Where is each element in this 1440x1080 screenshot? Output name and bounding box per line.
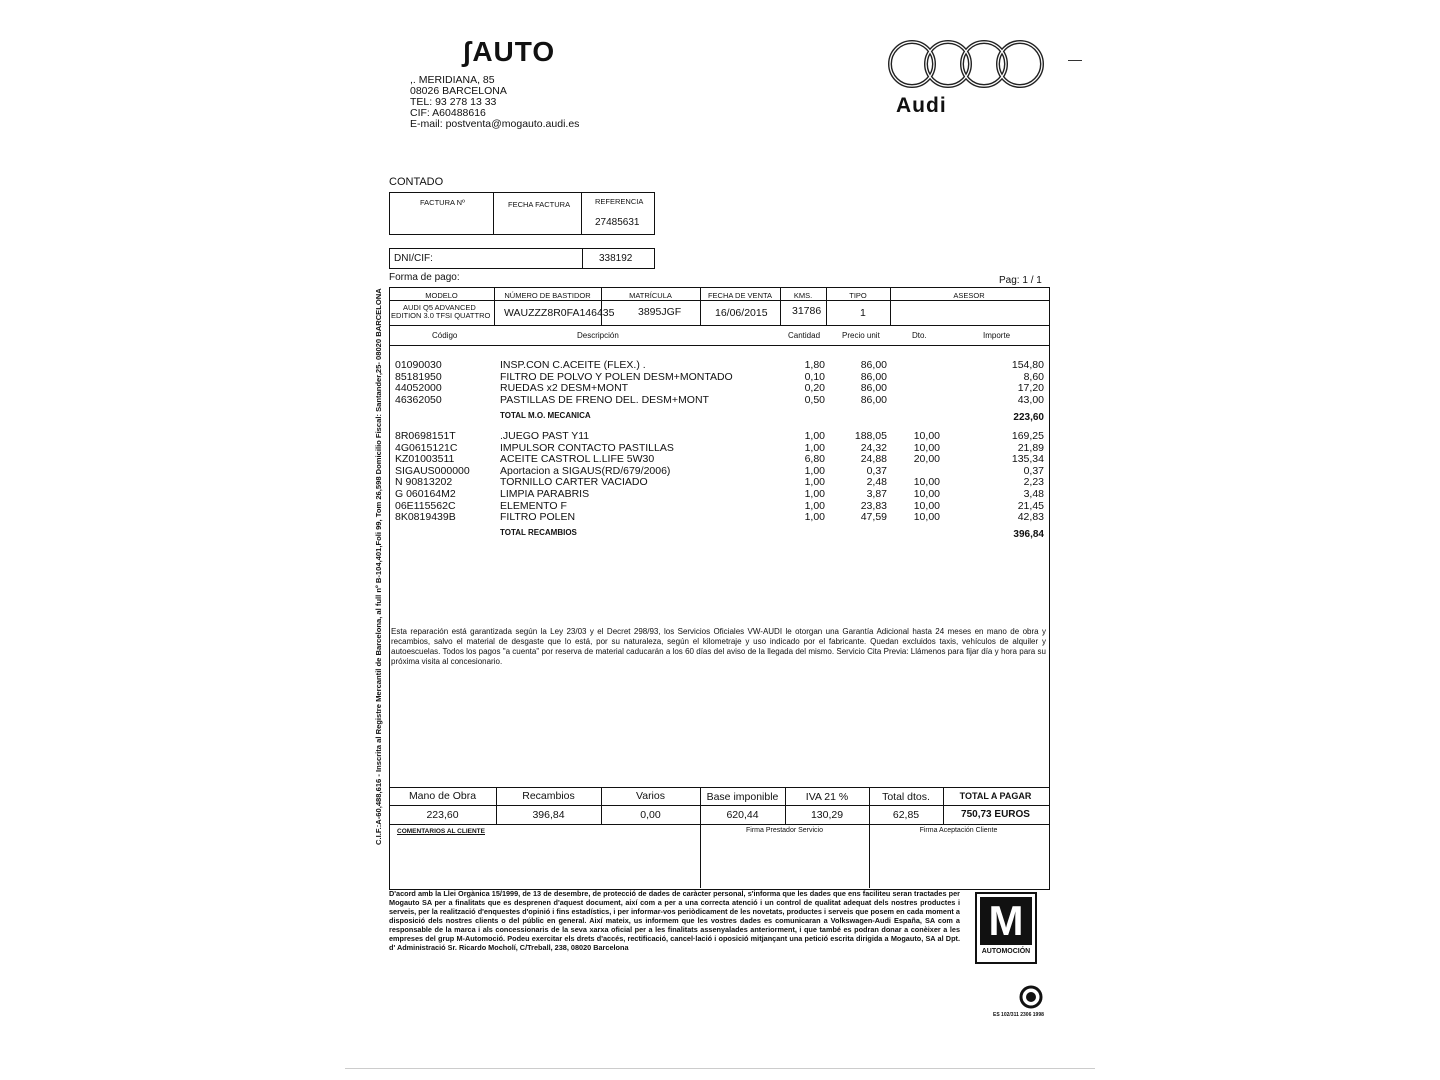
page-number: Pag: 1 / 1: [999, 275, 1042, 286]
line-item: [395, 442, 1045, 454]
registry-side-text: C.I.F.:A-60,488,616 - Inscrita al Registre Mercantil de Barcelona, al full nº B-104,401,Foli 99, Tom 26,598 Domicilio Fiscal: Santander,25- 08020 BARCELONA: [374, 288, 383, 845]
line-code: G 060164M2: [395, 487, 456, 500]
line-desc: RUEDAS x2 DESM+MONT: [500, 382, 629, 395]
line-price: 24,88: [860, 453, 887, 466]
line-item: [395, 511, 1045, 523]
line-qty: 1,00: [804, 430, 825, 442]
line-code: 8R0698151T: [395, 430, 456, 442]
forma-pago-label: Forma de pago:: [389, 272, 460, 283]
line-item: [395, 453, 1045, 465]
line-price: 86,00: [860, 370, 887, 383]
line-qty: 1,00: [804, 499, 825, 512]
line-amount: 43,00: [1017, 393, 1044, 406]
vehicle-header-bastidor: NÚMERO DE BASTIDOR: [504, 291, 591, 300]
factura-no-label: FACTURA Nº: [420, 198, 465, 207]
dni-box: [389, 248, 655, 269]
line-amount: 8,60: [1023, 370, 1044, 383]
automocion-letter: M: [980, 897, 1032, 945]
total-header-recambios: Recambios: [522, 790, 575, 802]
line-dto: 10,00: [913, 511, 940, 524]
referencia-value: 27485631: [595, 217, 640, 228]
line-item: [395, 394, 1045, 406]
labor-total-value: 223,60: [1013, 412, 1044, 423]
col-header-qty: Cantidad: [788, 331, 821, 340]
line-amount: 21,89: [1017, 441, 1044, 454]
line-desc: FILTRO DE POLVO Y POLEN DESM+MONTADO: [500, 370, 733, 383]
line-dto: 10,00: [913, 499, 940, 512]
total-value-dtos: 62,85: [892, 809, 920, 821]
audi-rings-logo: [884, 36, 1044, 92]
automocion-logo: [975, 892, 1037, 964]
total-header-varios: Varios: [636, 790, 665, 802]
line-price: 47,59: [860, 511, 887, 524]
line-qty: 1,00: [804, 487, 825, 500]
line-desc: INSP.CON C.ACEITE (FLEX.) .: [500, 359, 646, 371]
fecha-factura-label: FECHA FACTURA: [508, 200, 571, 209]
address-line: TEL: 93 278 13 33: [410, 96, 497, 108]
total-header-dtos: Total dtos.: [882, 791, 930, 803]
vehicle-fecha-venta: 16/06/2015: [715, 307, 768, 319]
warranty-text: Esta reparación está garantizada según la Ley 23/03 y el Decret 298/93, los Servicios Oficiales VW-AUDI le otorgan una Garantía Adicional hasta 24 meses en mano de obra y recambios, salvo el material de desgaste que lo está, por su naturaleza, según el kilometraje y uso indicado por el fabricante. Quedan excluidos taxis, vehículos de alquiler y autoescuelas. Todos los pagos "a cuenta" por reserva de material caducarán a los 60 días del aviso de la llegada del mismo. Servicio Cita Previa: Llámenos para fijar día y hora para su próxima visita al concesionario.: [391, 627, 1046, 666]
line-amount: 154,80: [1011, 359, 1044, 371]
referencia-label: REFERENCIA: [595, 197, 644, 206]
vehicle-tipo: 1: [860, 307, 866, 319]
model-line: EDITION 3.0 TFSI QUATTRO: [391, 311, 491, 320]
line-code: 85181950: [395, 370, 442, 383]
vehicle-header-model: MODELO: [425, 291, 458, 300]
model-line: AUDI Q5 ADVANCED: [403, 303, 476, 312]
line-dto: 10,00: [913, 430, 940, 442]
line-amount: 135,34: [1011, 453, 1044, 466]
client-signature-label: Firma Aceptación Cliente: [919, 827, 998, 834]
certification-text: ES 102/311 2306 1998: [993, 1012, 1044, 1018]
total-header-base: Base imponible: [706, 791, 779, 803]
line-price: 2,48: [866, 476, 887, 489]
line-price: 0,37: [866, 464, 887, 477]
line-qty: 6,80: [804, 453, 825, 466]
col-header-desc: Descripción: [577, 331, 619, 340]
line-price: 23,83: [860, 499, 887, 512]
company-name: ʃAUTO: [462, 36, 556, 67]
total-header-pagar: TOTAL A PAGAR: [959, 791, 1032, 801]
total-header-mano-obra: Mano de Obra: [408, 790, 477, 802]
automocion-label: AUTOMOCIÓN: [981, 948, 1031, 955]
col-header-dto: Dto.: [912, 331, 927, 340]
provider-signature-label: Firma Prestador Servicio: [745, 827, 824, 834]
parts-total-label: TOTAL RECAMBIOS: [500, 528, 577, 537]
line-item: [395, 359, 1045, 371]
total-value-mano-obra: 223,60: [426, 809, 459, 821]
line-dto: 10,00: [913, 476, 940, 489]
audi-brand-text: Audi: [896, 94, 947, 117]
address-line: 08026 BARCELONA: [410, 85, 507, 97]
company-address: [410, 75, 579, 130]
line-code: KZ01003511: [395, 453, 455, 466]
line-qty: 0,50: [804, 393, 825, 406]
line-code: N 90813202: [395, 476, 453, 489]
line-code: 06E115562C: [395, 499, 456, 512]
line-item: [395, 382, 1045, 394]
line-qty: 1,80: [804, 359, 825, 371]
line-item: [395, 500, 1045, 512]
col-header-price: Precio unit: [842, 331, 880, 340]
labor-lines: [395, 359, 1045, 405]
dni-label: DNI/CIF:: [394, 253, 433, 264]
line-dto: 10,00: [913, 441, 940, 454]
line-price: 3,87: [866, 487, 887, 500]
total-value-iva: 130,29: [810, 809, 844, 821]
vehicle-kms: 31786: [792, 305, 822, 317]
line-price: 188,05: [854, 430, 887, 442]
line-item: [395, 476, 1045, 488]
address-line: ,. MERIDIANA, 85: [410, 74, 495, 86]
line-amount: 0,37: [1023, 464, 1044, 477]
total-header-iva: IVA 21 %: [805, 791, 849, 803]
line-amount: 21,45: [1017, 499, 1044, 512]
line-code: 01090030: [395, 359, 442, 371]
line-item: [395, 371, 1045, 383]
line-amount: 2,23: [1023, 476, 1044, 489]
line-code: SIGAUS000000: [395, 464, 470, 477]
line-amount: 17,20: [1017, 382, 1044, 395]
line-qty: 1,00: [804, 511, 825, 524]
total-value-varios: 0,00: [640, 809, 661, 821]
vehicle-matricula: 3895JGF: [638, 306, 682, 318]
line-item: [395, 465, 1045, 477]
vehicle-header-kms: KMS.: [793, 291, 813, 300]
vehicle-model: [391, 304, 490, 320]
line-code: 46362050: [395, 393, 442, 406]
vehicle-header-asesor: ASESOR: [953, 291, 985, 300]
line-desc: PASTILLAS DE FRENO DEL. DESM+MONT: [500, 393, 709, 406]
comments-label: COMENTARIOS AL CLIENTE: [397, 828, 485, 835]
address-line: E-mail: postventa@mogauto.audi.es: [410, 118, 580, 130]
legal-text: D'acord amb la Llei Orgànica 15/1999, de 13 de desembre, de protecció de dades de caràcter personal, s'informa que les dades que ens faciliteu seran tractades per Mogauto SA per a finalitats que es desprenen d'aquest document, així com a per a una correcta atenció i un control de qualitat adequat dels nostres productes i serveis, per la realització d'enquestes d'opinió i fins estadístics, i per informar-vos periòdicament de les novetats, productes i serveis que posem en cada moment a disposició dels nostres clients o del públic en general. Així mateix, us informem que les vostres dades es comunicaran a Volkswagen-Audi España, SA com a responsable de la marca i als concessionaris de la seva xarxa oficial per a les finalitats assenyalades anteriorment, i que també es podran donar a conèixer a les empreses del grup M-Automoció. Podeu exercitar els drets d'accés, rectificació, cancel·lació i oposició mitjançant una petició escrita dirigida a Mogauto, SA al Dpt. d' Administració Sr. Ricardo Mocholí, C/Treball, 238, 08020 Barcelona: [389, 889, 960, 952]
decorative-mark: [1068, 60, 1082, 61]
line-qty: 0,20: [804, 382, 825, 395]
labor-total-label: TOTAL M.O. MECANICA: [500, 411, 591, 420]
line-amount: 3,48: [1023, 487, 1044, 500]
parts-total-value: 396,84: [1013, 529, 1044, 540]
scan-edge: [345, 1068, 1095, 1069]
dni-value: 338192: [599, 253, 633, 264]
total-value-base: 620,44: [726, 809, 759, 821]
line-qty: 1,00: [804, 464, 825, 477]
line-desc: IMPULSOR CONTACTO PASTILLAS: [500, 441, 674, 454]
total-value-pagar: 750,73 EUROS: [961, 809, 1030, 820]
line-desc: .JUEGO PAST Y11: [500, 430, 590, 442]
vehicle-bastidor: WAUZZZ8R0FA146435: [504, 307, 615, 319]
vehicle-header-tipo: TIPO: [849, 291, 867, 300]
line-code: 44052000: [395, 382, 442, 395]
line-item: [395, 488, 1045, 500]
invoice-ref-box: [389, 192, 655, 235]
col-header-amount: Importe: [983, 331, 1011, 340]
line-qty: 0,10: [804, 370, 825, 383]
vehicle-header-matricula: MATRÍCULA: [629, 291, 672, 300]
col-header-code: Código: [432, 331, 458, 340]
line-code: 4G0615121C: [395, 441, 458, 454]
line-desc: LIMPIA PARABRIS: [500, 487, 590, 500]
line-price: 24,32: [860, 441, 887, 454]
line-price: 86,00: [860, 359, 887, 371]
line-amount: 169,25: [1011, 430, 1044, 442]
line-qty: 1,00: [804, 441, 825, 454]
line-code: 8K0819439B: [395, 511, 456, 524]
certification-seal-icon: [1019, 985, 1043, 1009]
line-desc: ELEMENTO F: [500, 499, 567, 512]
payment-type: CONTADO: [389, 176, 444, 188]
line-price: 86,00: [860, 393, 887, 406]
line-qty: 1,00: [804, 476, 825, 489]
line-dto: 20,00: [913, 453, 940, 466]
line-desc: Aportacion a SIGAUS(RD/679/2006): [500, 464, 671, 477]
line-item: [395, 430, 1045, 442]
vehicle-header-fecha: FECHA DE VENTA: [707, 291, 773, 300]
line-desc: ACEITE CASTROL L.LIFE 5W30: [500, 453, 655, 466]
line-desc: FILTRO POLEN: [500, 511, 576, 524]
address-line: CIF: A60488616: [410, 107, 486, 119]
line-desc: TORNILLO CARTER VACIADO: [500, 476, 648, 489]
line-price: 86,00: [860, 382, 887, 395]
parts-lines: [395, 430, 1045, 523]
line-dto: 10,00: [913, 487, 940, 500]
line-amount: 42,83: [1017, 511, 1044, 524]
total-value-recambios: 396,84: [532, 809, 565, 821]
